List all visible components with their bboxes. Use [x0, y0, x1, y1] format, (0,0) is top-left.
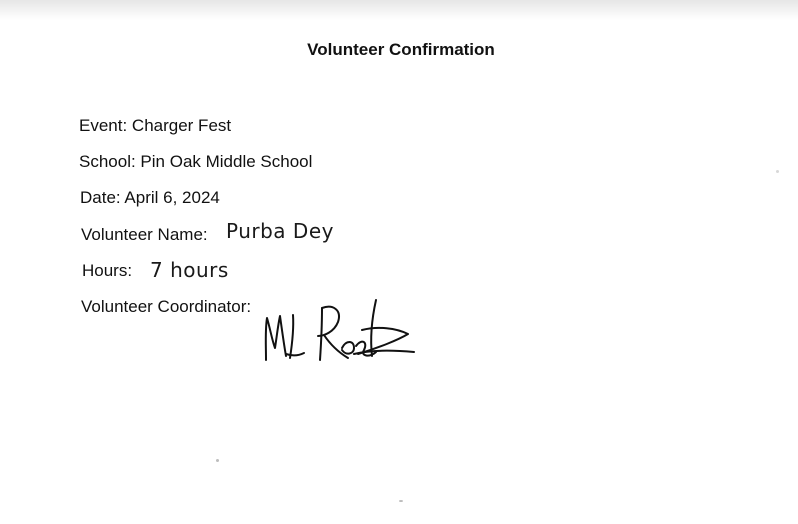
document-title: Volunteer Confirmation — [307, 40, 495, 59]
event-field: Event: Charger Fest — [79, 116, 232, 135]
school-field: School: Pin Oak Middle School — [79, 152, 313, 171]
date-field: Date: April 6, 2024 — [80, 188, 220, 207]
coordinator-label: Volunteer Coordinator: — [81, 297, 252, 316]
hours-label: Hours: — [82, 261, 133, 280]
scan-speck — [776, 170, 779, 173]
scan-speck — [399, 500, 403, 502]
handwritten-signature-icon — [258, 290, 418, 370]
scan-shadow — [0, 0, 798, 20]
volunteer-name-label: Volunteer Name: — [81, 225, 208, 244]
scan-speck — [216, 459, 219, 462]
volunteer-name-handwritten: Purba Dey — [226, 219, 334, 243]
hours-handwritten: 7 hours — [150, 258, 229, 282]
